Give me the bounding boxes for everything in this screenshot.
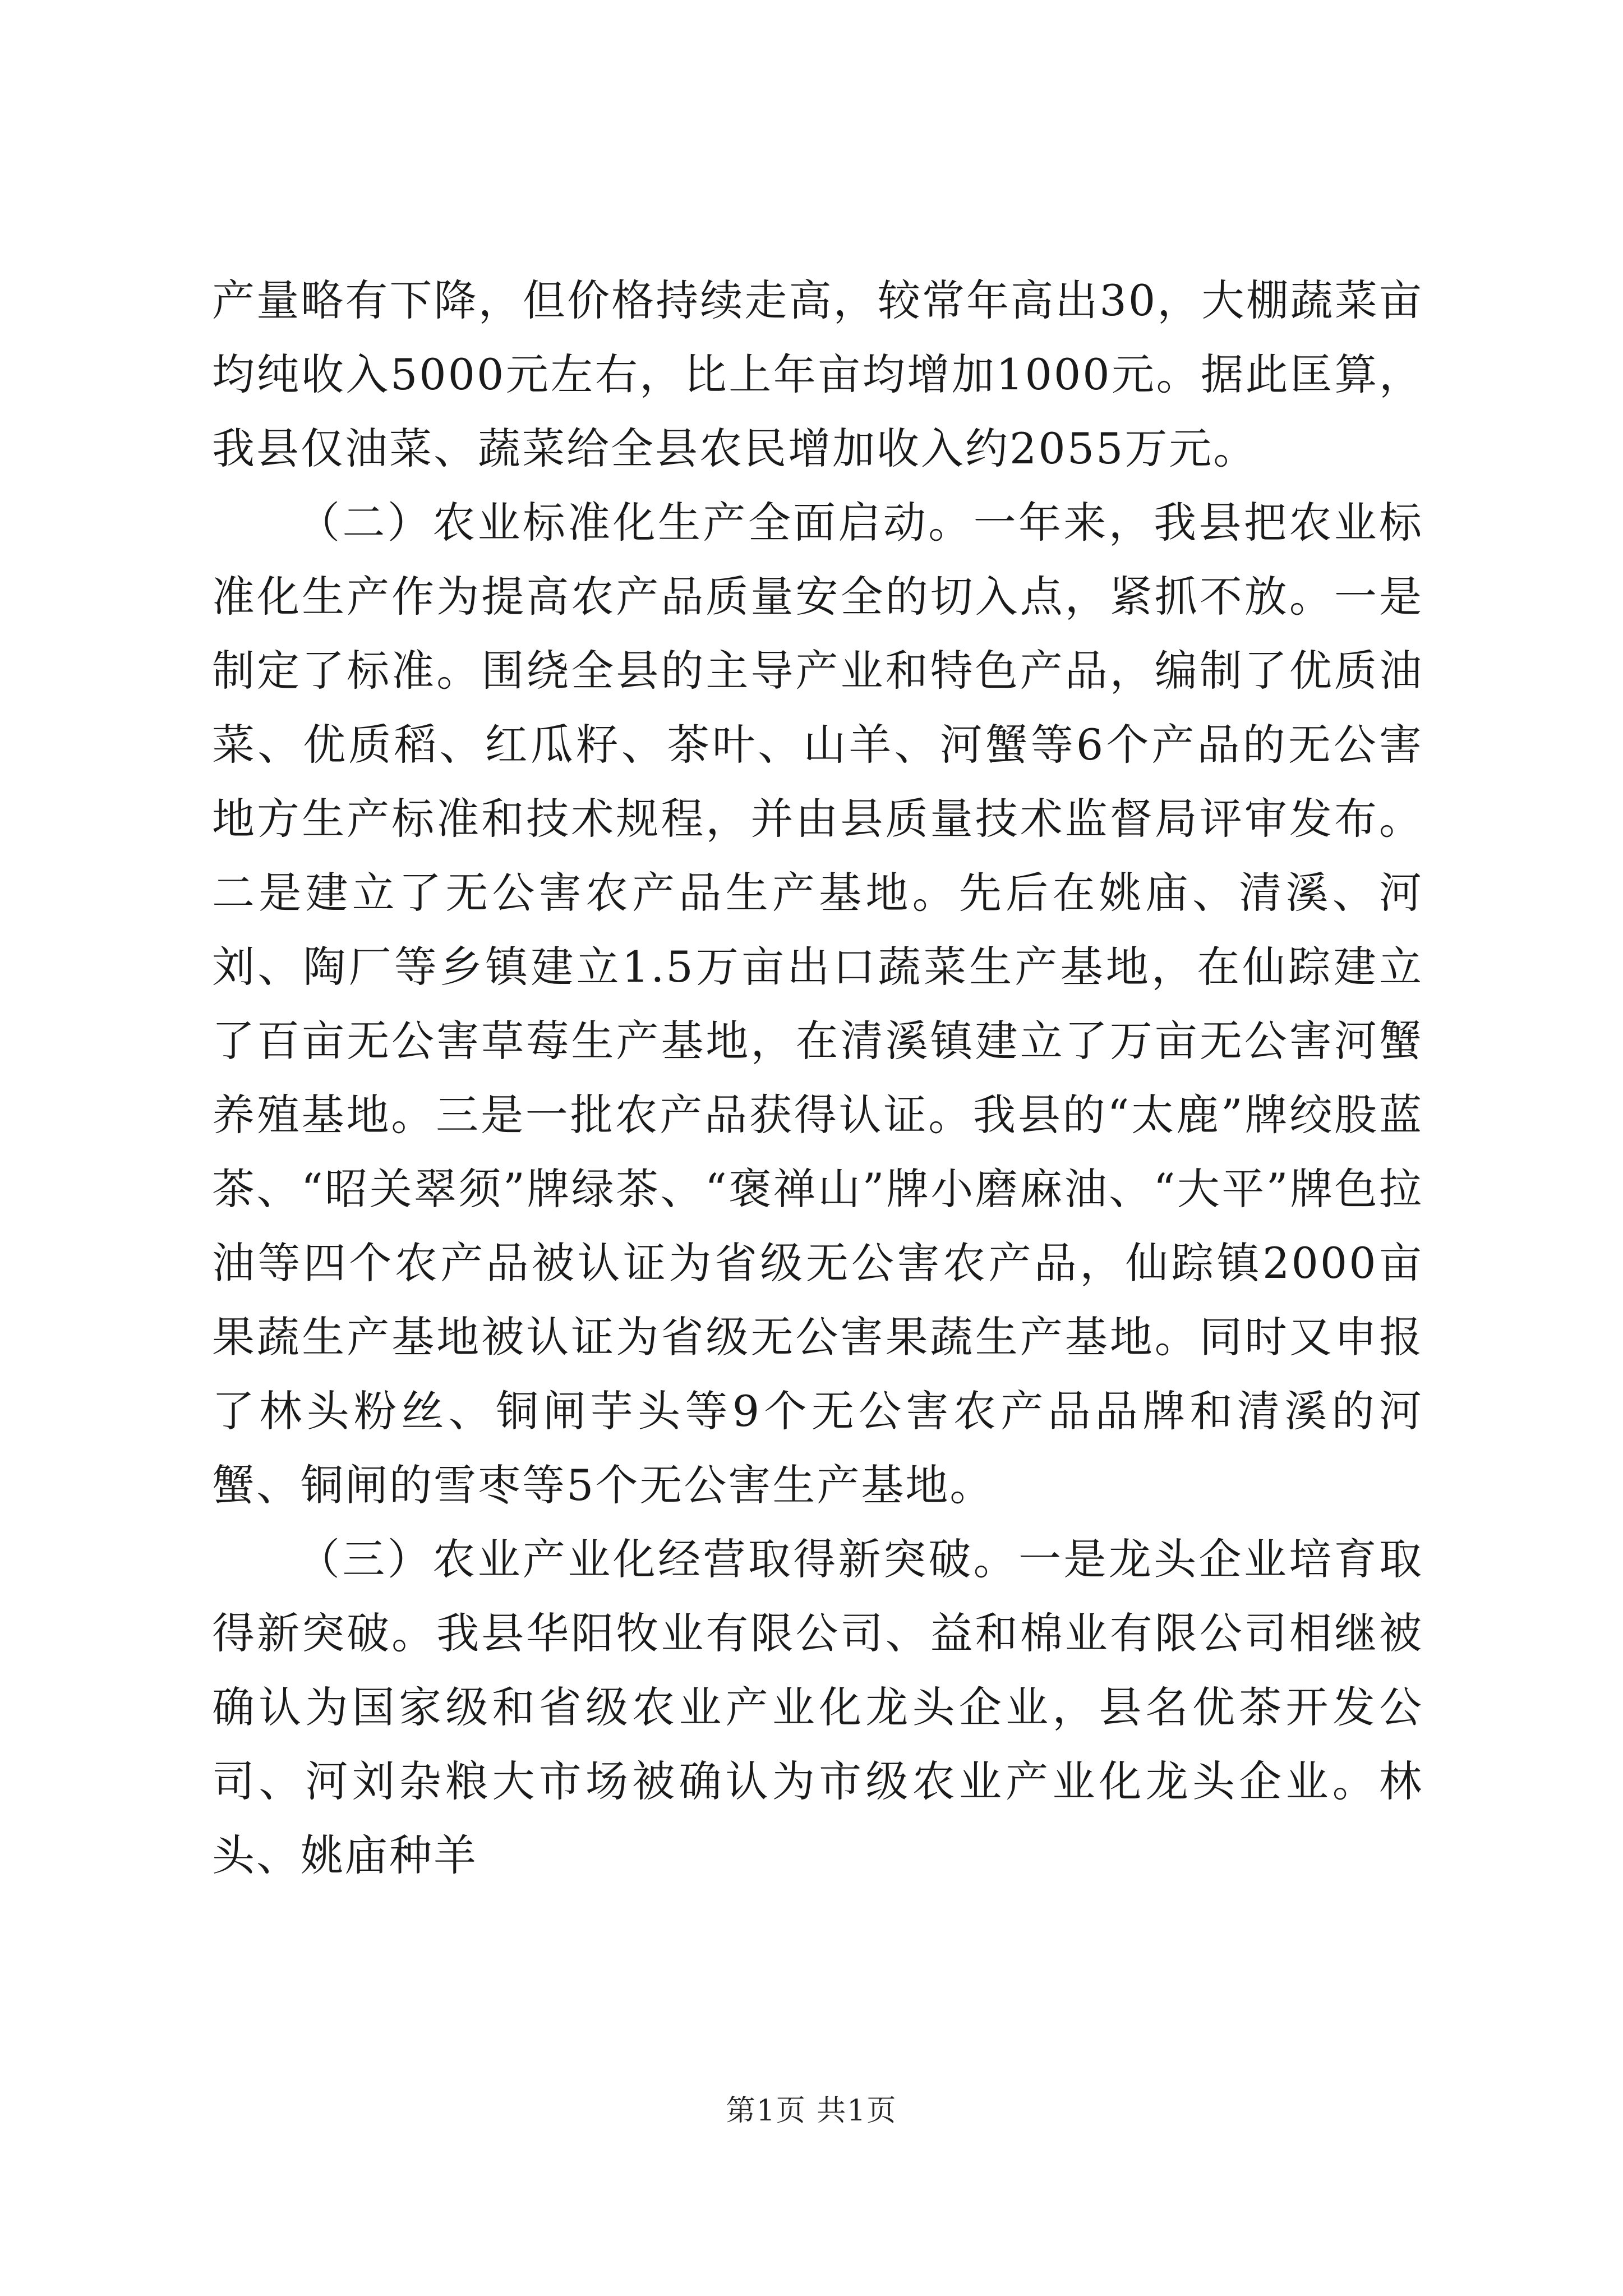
document-body [212, 264, 1423, 1893]
paragraph-continuation: 产量略有下降，但价格持续走高，较常年高出30，大棚蔬菜亩均纯收入5000元左右，比上年亩均增加1000元。据此匡算，我县仅油菜、蔬菜给全县农民增加收入约2055万元。 [212, 275, 1423, 473]
page-footer: 第1页 共1页 [726, 2094, 897, 2128]
paragraph-section-two: （二）农业标准化生产全面启动。一年来，我县把农业标准化生产作为提高农产品质量安全的切入点，紧抓不放。一是制定了标准。围绕全县的主导产业和特色产品，编制了优质油菜、优质稻、红瓜籽、茶叶、山羊、河蟹等6个产品的无公害地方生产标准和技术规程，并由县质量技术监督局评审发布。二是建立了无公害农产品生产基地。先后在姚庙、清溪、河刘、陶厂等乡镇建立1.5万亩出口蔬菜生产基地，在仙踪建立了百亩无公害草莓生产基地，在清溪镇建立了万亩无公害河蟹养殖基地。三是一批农产品获得认证。我县的“太鹿”牌绞股蓝茶、“昭关翠须”牌绿茶、“褒禅山”牌小磨麻油、“大平”牌色拉油等四个农产品被认证为省级无公害农产品，仙踪镇2000亩果蔬生产基地被认证为省级无公害果蔬生产基地。同时又申报了林头粉丝、铜闸芋头等9个无公害农产品品牌和清溪的河蟹、铜闸的雪枣等5个无公害生产基地。 [212, 498, 1423, 1510]
paragraph-section-three: （三）农业产业化经营取得新突破。一是龙头企业培育取得新突破。我县华阳牧业有限公司、益和棉业有限公司相继被确认为国家级和省级农业产业化龙头企业，县名优茶开发公司、河刘杂粮大市场被确认为市级农业产业化龙头企业。林头、姚庙种羊 [212, 1534, 1423, 1880]
